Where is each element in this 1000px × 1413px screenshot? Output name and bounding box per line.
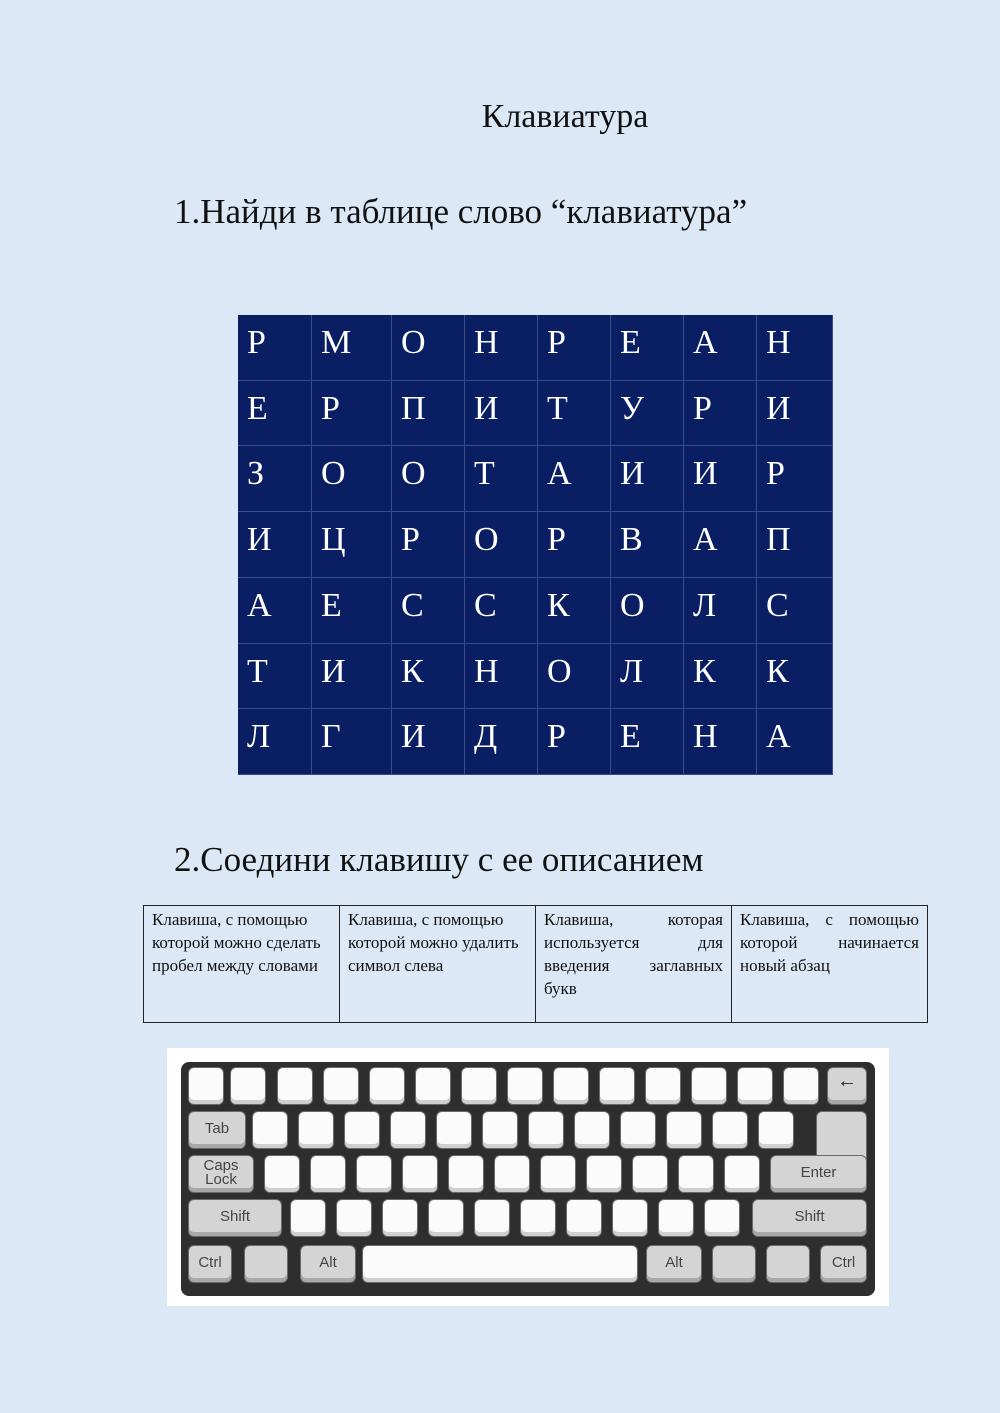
caps-lock-key[interactable]: Caps Lock <box>189 1156 253 1192</box>
description-shift-key[interactable]: Клавиша, которая используется для введения заглавных букв <box>536 906 732 1023</box>
right-ctrl-key[interactable]: Ctrl <box>821 1246 866 1282</box>
grid-cell[interactable]: И <box>238 512 312 578</box>
keyboard-key[interactable] <box>646 1068 680 1104</box>
keyboard-key[interactable] <box>483 1112 517 1148</box>
keyboard-key[interactable] <box>437 1112 471 1148</box>
grid-cell[interactable]: Р <box>684 381 757 447</box>
backspace-arrow-icon: ← <box>837 1070 857 1092</box>
keyboard-key[interactable] <box>567 1200 601 1236</box>
space-bar[interactable] <box>363 1246 637 1282</box>
grid-cell[interactable]: Р <box>757 446 833 512</box>
grid-cell[interactable]: А <box>238 578 312 644</box>
keyboard-key[interactable] <box>767 1246 809 1282</box>
grid-cell[interactable]: О <box>538 644 611 710</box>
grid-cell[interactable]: А <box>684 315 757 381</box>
grid-cell[interactable]: Р <box>538 709 611 775</box>
grid-cell[interactable]: П <box>392 381 465 447</box>
keyboard-key[interactable] <box>705 1200 739 1236</box>
grid-cell[interactable]: С <box>757 578 833 644</box>
grid-cell[interactable]: Е <box>238 381 312 447</box>
keyboard-row-1 <box>181 1068 875 1106</box>
keyboard-key[interactable] <box>462 1068 496 1104</box>
grid-cell[interactable]: О <box>392 446 465 512</box>
task-1-heading: 1.Найди в таблице слово “клавиатура” <box>174 192 748 231</box>
grid-cell[interactable]: Е <box>611 315 684 381</box>
grid-cell[interactable]: Л <box>238 709 312 775</box>
grid-cell[interactable]: Л <box>611 644 684 710</box>
grid-cell[interactable]: Д <box>465 709 538 775</box>
keyboard-key[interactable] <box>189 1068 223 1104</box>
description-table <box>143 905 928 1023</box>
grid-cell[interactable]: К <box>392 644 465 710</box>
keyboard-key[interactable] <box>613 1200 647 1236</box>
keyboard-key[interactable] <box>508 1068 542 1104</box>
grid-cell[interactable]: И <box>312 644 392 710</box>
keyboard-row-5 <box>181 1246 875 1284</box>
grid-cell[interactable]: Р <box>312 381 392 447</box>
grid-cell[interactable]: И <box>465 381 538 447</box>
grid-cell[interactable]: Т <box>465 446 538 512</box>
grid-cell[interactable]: Р <box>538 315 611 381</box>
keyboard-key[interactable] <box>299 1112 333 1148</box>
keyboard-body <box>181 1062 875 1296</box>
letter-grid <box>238 315 833 775</box>
keyboard-key[interactable] <box>475 1200 509 1236</box>
keyboard-key[interactable] <box>725 1156 759 1192</box>
page-title: Клавиатура <box>481 98 649 135</box>
grid-cell[interactable]: Н <box>465 315 538 381</box>
keyboard-key[interactable] <box>633 1156 667 1192</box>
grid-cell[interactable]: О <box>312 446 392 512</box>
keyboard-key[interactable] <box>403 1156 437 1192</box>
left-alt-key[interactable]: Alt <box>301 1246 355 1282</box>
keyboard-key[interactable] <box>253 1112 287 1148</box>
keyboard-key[interactable] <box>713 1112 747 1148</box>
keyboard-key[interactable] <box>738 1068 772 1104</box>
left-shift-key[interactable]: Shift <box>189 1200 281 1236</box>
keyboard-key[interactable] <box>357 1156 391 1192</box>
keyboard-key[interactable] <box>587 1156 621 1192</box>
keyboard-key[interactable] <box>370 1068 404 1104</box>
grid-cell[interactable]: А <box>538 446 611 512</box>
keyboard-key[interactable] <box>659 1200 693 1236</box>
grid-cell[interactable]: Ц <box>312 512 392 578</box>
grid-cell[interactable]: И <box>684 446 757 512</box>
grid-cell[interactable]: Н <box>684 709 757 775</box>
keyboard-row-3 <box>181 1156 875 1194</box>
keyboard-row-2 <box>181 1112 875 1150</box>
grid-cell[interactable]: К <box>538 578 611 644</box>
grid-cell[interactable]: И <box>392 709 465 775</box>
grid-cell[interactable]: П <box>757 512 833 578</box>
keyboard-key[interactable] <box>621 1112 655 1148</box>
grid-cell[interactable]: А <box>684 512 757 578</box>
keyboard-key[interactable] <box>416 1068 450 1104</box>
keyboard-row-4 <box>181 1200 875 1238</box>
keyboard-key[interactable] <box>291 1200 325 1236</box>
grid-cell[interactable]: С <box>465 578 538 644</box>
grid-cell[interactable]: У <box>611 381 684 447</box>
keyboard-key[interactable] <box>495 1156 529 1192</box>
keyboard-key[interactable] <box>337 1200 371 1236</box>
right-shift-key[interactable]: Shift <box>753 1200 866 1236</box>
grid-cell[interactable]: Е <box>312 578 392 644</box>
grid-cell[interactable]: Р <box>392 512 465 578</box>
keyboard-key[interactable] <box>713 1246 755 1282</box>
grid-cell[interactable]: И <box>757 381 833 447</box>
keyboard-key[interactable] <box>554 1068 588 1104</box>
keyboard-key[interactable] <box>600 1068 634 1104</box>
keyboard-key[interactable] <box>231 1068 265 1104</box>
grid-cell[interactable]: О <box>465 512 538 578</box>
grid-cell[interactable]: А <box>757 709 833 775</box>
grid-cell[interactable]: К <box>684 644 757 710</box>
description-backspace-key[interactable]: Клавиша, с помощью которой можно удалить символ слева <box>340 906 536 1023</box>
keyboard-image <box>167 1048 889 1306</box>
keyboard-key[interactable] <box>265 1156 299 1192</box>
grid-cell[interactable]: Г <box>312 709 392 775</box>
keyboard-key[interactable] <box>245 1246 287 1282</box>
grid-cell[interactable]: Т <box>238 644 312 710</box>
backspace-key[interactable] <box>828 1068 866 1104</box>
grid-cell[interactable]: Н <box>757 315 833 381</box>
grid-cell[interactable]: Р <box>238 315 312 381</box>
task-2-heading: 2.Соедини клавишу с ее описанием <box>174 840 704 879</box>
left-ctrl-key[interactable]: Ctrl <box>189 1246 231 1282</box>
enter-key[interactable]: Enter <box>771 1156 866 1192</box>
keyboard-key[interactable] <box>529 1112 563 1148</box>
keyboard-key[interactable] <box>345 1112 379 1148</box>
keyboard-key[interactable] <box>679 1156 713 1192</box>
keyboard-key[interactable] <box>278 1068 312 1104</box>
grid-cell[interactable]: В <box>611 512 684 578</box>
keyboard-key[interactable] <box>521 1200 555 1236</box>
keyboard-key[interactable] <box>541 1156 575 1192</box>
grid-cell[interactable]: М <box>312 315 392 381</box>
grid-cell[interactable]: К <box>757 644 833 710</box>
keyboard-key[interactable] <box>429 1200 463 1236</box>
grid-cell[interactable]: С <box>392 578 465 644</box>
grid-cell[interactable]: Е <box>611 709 684 775</box>
keyboard-key[interactable] <box>759 1112 793 1148</box>
keyboard-key[interactable] <box>324 1068 358 1104</box>
grid-cell[interactable]: Р <box>538 512 611 578</box>
tab-key[interactable]: Tab <box>189 1112 245 1148</box>
grid-cell[interactable]: Н <box>465 644 538 710</box>
grid-cell[interactable]: О <box>392 315 465 381</box>
grid-cell[interactable]: З <box>238 446 312 512</box>
keyboard-key[interactable] <box>449 1156 483 1192</box>
keyboard-key[interactable] <box>667 1112 701 1148</box>
description-enter-key[interactable]: Клавиша, с помощью которой начинается новый абзац <box>732 906 928 1023</box>
grid-cell[interactable]: И <box>611 446 684 512</box>
keyboard-key[interactable] <box>383 1200 417 1236</box>
keyboard-key[interactable] <box>311 1156 345 1192</box>
keyboard-key[interactable] <box>784 1068 818 1104</box>
grid-cell[interactable]: О <box>611 578 684 644</box>
keyboard-key[interactable] <box>391 1112 425 1148</box>
keyboard-key[interactable] <box>575 1112 609 1148</box>
description-space-key[interactable]: Клавиша, с помощью которой можно сделать пробел между словами <box>144 906 340 1023</box>
right-alt-key[interactable]: Alt <box>647 1246 701 1282</box>
keyboard-key[interactable] <box>692 1068 726 1104</box>
grid-cell[interactable]: Т <box>538 381 611 447</box>
grid-cell[interactable]: Л <box>684 578 757 644</box>
